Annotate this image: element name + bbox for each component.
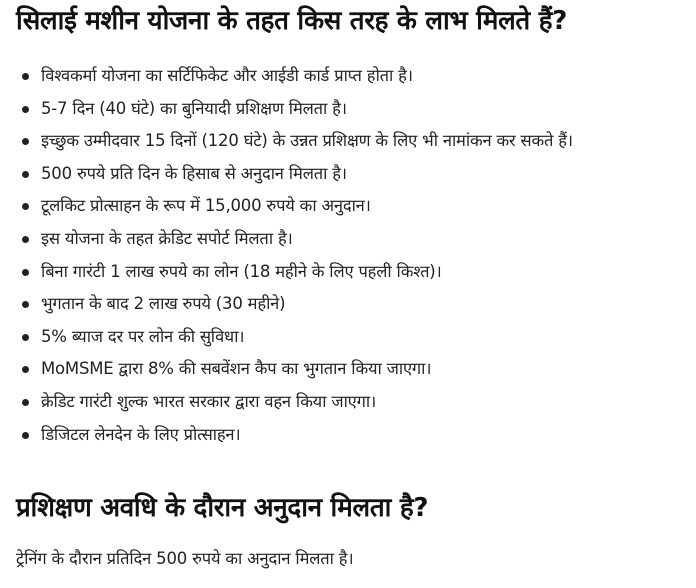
bullet-icon [22, 334, 29, 341]
list-item-text: MoMSME द्वारा 8% की सबवेंशन कैप का भुगतान किया जाएगा। [41, 359, 432, 379]
list-item-text: इस योजना के तहत क्रेडिट सपोर्ट मिलता है। [41, 228, 293, 248]
list-item [16, 125, 692, 158]
list-item-text: भुगतान के बाद 2 लाख रुपये (30 महीने) [41, 294, 286, 314]
list-item-text: क्रेडिट गारंटी शुल्क भारत सरकार द्वारा वहन किया जाएगा। [41, 391, 377, 411]
section-heading-training-grant: प्रशिक्षण अवधि के दौरान अनुदान मिलता है? [16, 493, 429, 523]
bullet-icon [22, 399, 29, 406]
list-item [16, 190, 692, 223]
list-item-text: इच्छुक उम्मीदवार 15 दिनों (120 घंटे) के उन्नत प्रशिक्षण के लिए भी नामांकन कर सकते हैं। [41, 131, 573, 151]
list-item-text: 5-7 दिन (40 घंटे) का बुनियादी प्रशिक्षण मिलता है। [41, 98, 347, 118]
list-item-text: डिजिटल लेनदेन के लिए प्रोत्साहन। [41, 424, 241, 444]
list-item-text: 5% ब्याज दर पर लोन की सुविधा। [41, 326, 245, 346]
bullet-icon [22, 106, 29, 113]
bullet-icon [22, 432, 29, 439]
list-item [16, 288, 692, 321]
list-item-text: टूलकिट प्रोत्साहन के रूप में 15,000 रुपये का अनुदान। [41, 196, 371, 216]
bullet-icon [22, 73, 29, 80]
answer-paragraph: ट्रेनिंग के दौरान प्रतिदिन 500 रुपये का अनुदान मिलता है। [16, 549, 354, 568]
section-heading-benefits: सिलाई मशीन योजना के तहत किस तरह के लाभ मिलते हैं? [16, 6, 567, 36]
list-item [16, 158, 692, 191]
list-item [16, 386, 692, 419]
bullet-icon [22, 301, 29, 308]
bullet-icon [22, 269, 29, 276]
list-item [16, 353, 692, 386]
benefits-list [16, 60, 692, 451]
list-item-text: विश्वकर्मा योजना का सर्टिफिकेट और आईडी कार्ड प्राप्त होता है। [41, 66, 413, 85]
list-item [16, 256, 692, 289]
list-item [16, 223, 692, 256]
bullet-icon [22, 203, 29, 210]
list-item [16, 321, 692, 354]
list-item-text: बिना गारंटी 1 लाख रुपये का लोन (18 महीने के लिए पहली किश्त)। [41, 261, 442, 281]
bullet-icon [22, 171, 29, 178]
bullet-icon [22, 138, 29, 145]
list-item [16, 93, 692, 126]
bullet-icon [22, 236, 29, 243]
list-item [16, 419, 692, 452]
bullet-icon [22, 366, 29, 373]
list-item-text: 500 रुपये प्रति दिन के हिसाब से अनुदान मिलता है। [41, 163, 347, 183]
list-item [16, 60, 692, 93]
